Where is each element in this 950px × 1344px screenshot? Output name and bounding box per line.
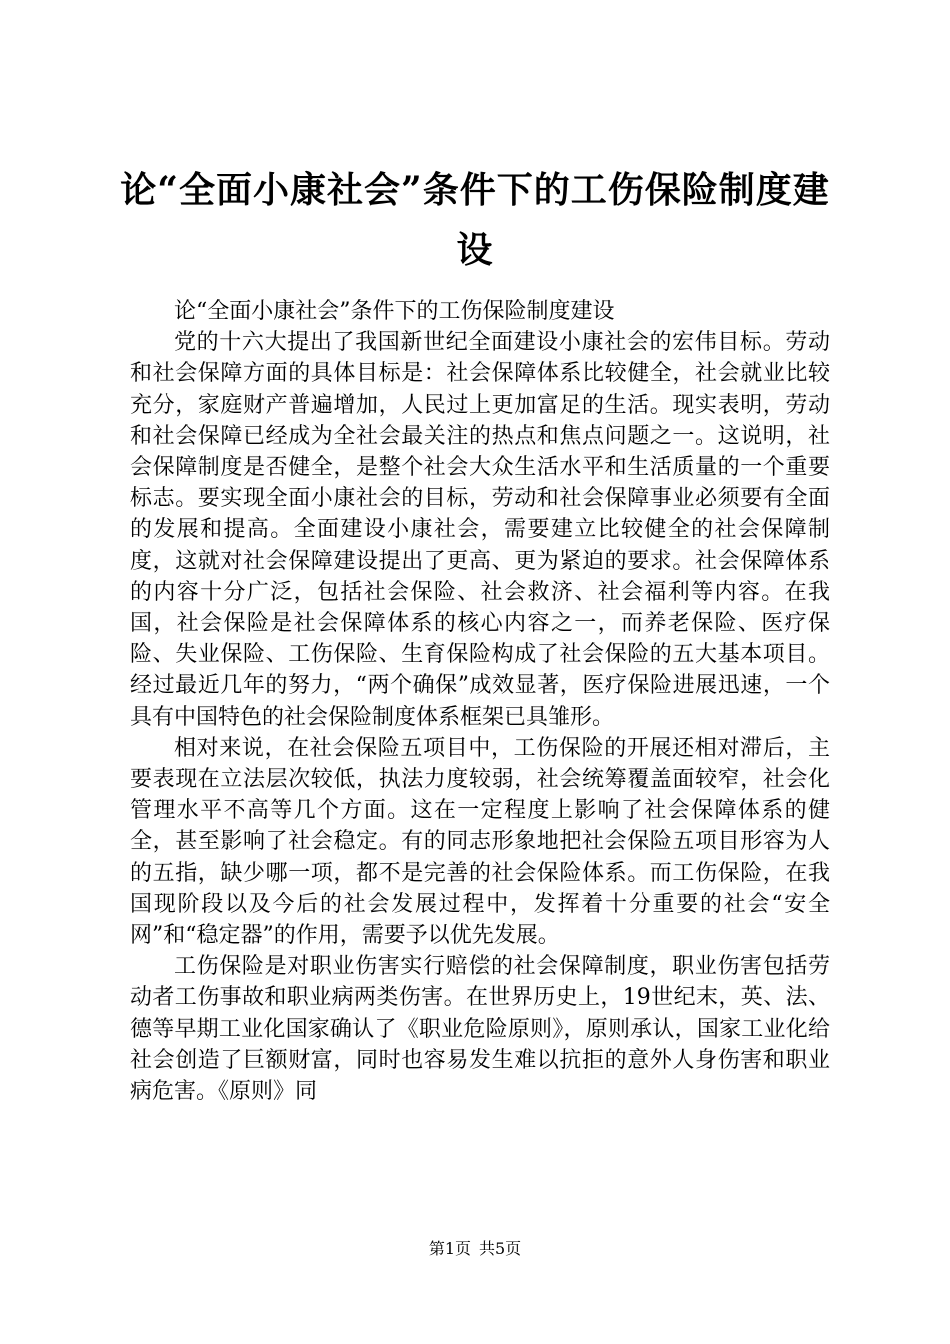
page-footer	[0, 1238, 950, 1260]
paragraph-2: 相对来说，在社会保险五项目中，工伤保险的开展还相对滞后，主要表现在立法层次较低，执法力度较弱，社会统筹覆盖面较窄，社会化管理水平不高等几个方面。这在一定程度上影响了社会保障体系的健全，甚至影响了社会稳定。有的同志形象地把社会保险五项目形容为人的五指，缺少哪一项，都不是完善的社会保险体系。而工伤保险，在我国现阶段以及今后的社会发展过程中，发挥着十分重要的社会“安全网”和“稳定器”的作用，需要予以优先发展。	[130, 735, 830, 949]
document-subtitle: 论“全面小康社会”条件下的工伤保险制度建设	[174, 299, 615, 324]
page-number-total: 共5页	[479, 1239, 522, 1258]
document-title: 论“全面小康社会”条件下的工伤保险制度建设	[120, 169, 830, 271]
page-number-current: 第1页	[428, 1239, 471, 1258]
paragraph-1: 党的十六大提出了我国新世纪全面建设小康社会的宏伟目标。劳动和社会保障方面的具体目标是：社会保障体系比较健全，社会就业比较充分，家庭财产普遍增加，人民过上更加富足的生活。现实表明，劳动和社会保障已经成为全社会最关注的热点和焦点问题之一。这说明，社会保障制度是否健全，是整个社会大众生活水平和生活质量的一个重要标志。要实现全面小康社会的目标，劳动和社会保障事业必须要有全面的发展和提高。全面建设小康社会，需要建立比较健全的社会保障制度，这就对社会保障建设提出了更高、更为紧迫的要求。社会保障体系的内容十分广泛，包括社会保险、社会救济、社会福利等内容。在我国，社会保险是社会保障体系的核心内容之一，而养老保险、医疗保险、失业保险、工伤保险、生育保险构成了社会保险的五大基本项目。经过最近几年的努力，“两个确保”成效显著，医疗保险进展迅速，一个具有中国特色的社会保险制度体系框架已具雏形。	[130, 330, 830, 730]
document-body	[130, 296, 830, 1107]
paragraph-3: 工伤保险是对职业伤害实行赔偿的社会保障制度，职业伤害包括劳动者工伤事故和职业病两类伤害。在世界历史上，19世纪末，英、法、德等早期工业化国家确认了《职业危险原则》，原则承认，国家工业化给社会创造了巨额财富，同时也容易发生难以抗拒的意外人身伤害和职业病危害。《原则》同	[130, 954, 830, 1105]
